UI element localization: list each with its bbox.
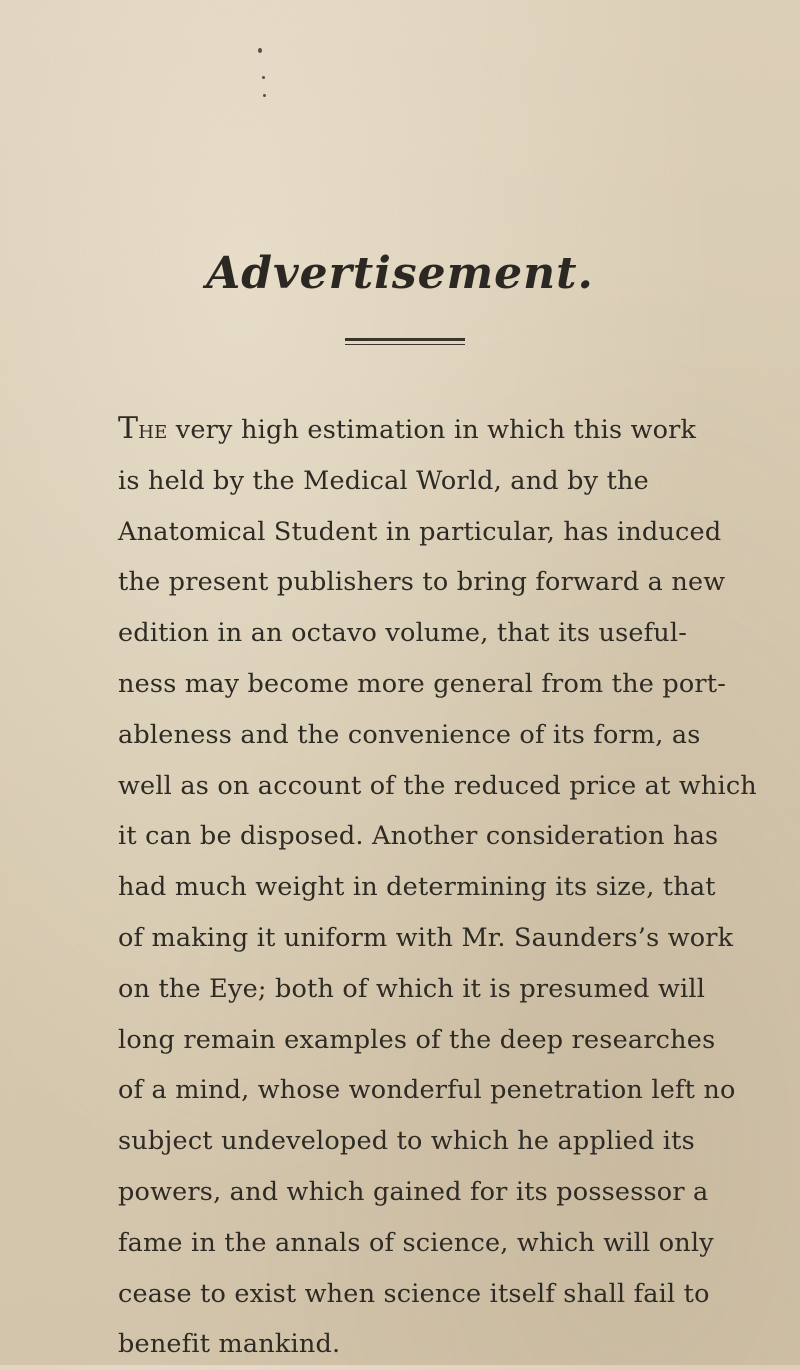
- paragraph-line-last: benefit mankind.: [118, 1329, 341, 1360]
- paragraph-line: on the Eye; both of which it is presumed will: [118, 973, 706, 1004]
- paragraph-line: long remain examples of the deep researches: [118, 1024, 716, 1055]
- heading-double-rule: [345, 338, 465, 345]
- ink-speck: [262, 76, 265, 79]
- paragraph-line: the present publishers to bring forward a new: [118, 567, 726, 598]
- paragraph-line: [118, 404, 697, 456]
- paragraph-line: well as on account of the reduced price at which: [118, 770, 757, 801]
- initial-letter: T: [118, 411, 139, 446]
- paragraph-line: of making it uniform with Mr. Saunders’s work: [118, 922, 734, 953]
- paragraph-line: of a mind, whose wonderful penetration left no: [118, 1075, 736, 1106]
- paragraph-line: Anatomical Student in particular, has induced: [118, 516, 722, 547]
- ink-speck: [263, 94, 266, 97]
- paragraph-line: ness may become more general from the port-: [118, 668, 727, 699]
- paragraph-line: had much weight in determining its size, that: [118, 872, 716, 903]
- first-word-rest: he: [138, 415, 168, 445]
- paragraph-line: is held by the Medical World, and by the: [118, 465, 649, 496]
- rule-thin-line: [345, 344, 465, 345]
- page-heading: Advertisement.: [206, 248, 594, 299]
- paragraph-line: ableness and the convenience of its form, as: [118, 719, 701, 750]
- advertisement-paragraph: [118, 404, 757, 1370]
- paragraph-line: powers, and which gained for its possessor a: [118, 1176, 709, 1207]
- paragraph-line: subject undeveloped to which he applied its: [118, 1126, 695, 1157]
- paragraph-line: cease to exist when science itself shall fail to: [118, 1278, 710, 1309]
- paragraph-line: fame in the annals of science, which will only: [118, 1227, 714, 1258]
- paragraph-line: edition in an octavo volume, that its useful-: [118, 618, 688, 649]
- paragraph-line: it can be disposed. Another consideration has: [118, 821, 719, 852]
- line-text: very high estimation in which this work: [167, 415, 697, 445]
- rule-thick-line: [345, 338, 465, 341]
- ink-speck: [258, 48, 262, 53]
